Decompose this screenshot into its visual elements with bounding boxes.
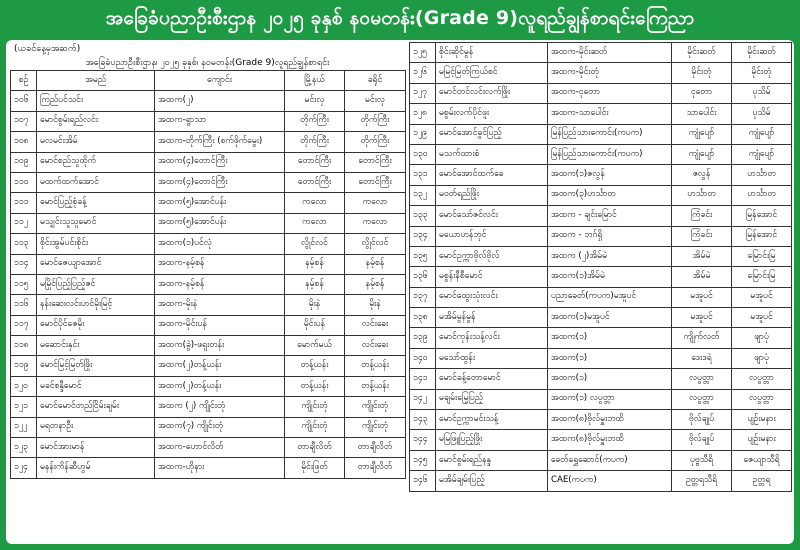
table-row: [410, 267, 792, 287]
cell-no: ၁၁၇: [11, 315, 37, 335]
cell-school: အထက(၁)အိမ်မဲ: [548, 267, 672, 287]
table-row: [410, 246, 792, 266]
cell-district: တာချီလိတ်: [345, 458, 406, 478]
cell-name: မထက်ထက်အောင်: [37, 172, 155, 192]
cell-school: အထက(၅)အောင်ပန်း: [155, 213, 285, 233]
cell-school: အထက-နမ့်စန်: [155, 274, 285, 294]
cell-township: ဥတ္တရသီရိ: [672, 471, 732, 491]
cell-no: ၁၃၉: [410, 328, 436, 348]
cell-school: အထက(၂)တန့်ယန်း: [155, 356, 285, 376]
table-row: [410, 389, 792, 409]
table-row: [11, 458, 406, 478]
col-header-name: အမည်: [37, 71, 155, 91]
table-row: [410, 185, 792, 205]
cell-school: အထက(၈)ဗိုလ်မှူးဘထိ: [548, 410, 672, 430]
cell-township: မိုင်းဖြတ်: [285, 458, 345, 478]
cell-district: ကလော: [345, 193, 406, 213]
table-row: [11, 315, 406, 335]
cell-name: မောင်ထွေးသုံးလင်း: [436, 287, 548, 307]
cell-no: ၁၂၁: [11, 397, 37, 417]
col-header-township: မြို့နယ်: [285, 71, 345, 91]
cell-school: အထက-မိုင်းတုံ: [548, 63, 672, 83]
cell-district: မင်းလှ: [345, 91, 406, 111]
table-row: [11, 274, 406, 294]
cell-name: မမြင့်မြတ်ကြယ်စင်: [436, 63, 548, 83]
cell-no: ၁၀၇: [11, 111, 37, 131]
cell-no: ၁၃၇: [410, 287, 436, 307]
cell-name: မချမ်းမြေ့ပြည့်: [436, 389, 548, 409]
cell-no: ၁၃၅: [410, 246, 436, 266]
cell-township: အိမ်မဲ: [672, 246, 732, 266]
cell-school: အထက(၁) လပွတ္တာ: [548, 389, 672, 409]
cell-township: အိမ်မဲ: [672, 267, 732, 287]
cell-district: ပုသိမ်: [732, 104, 792, 124]
cell-school: အထက (၂) ကျိုင်းတုံ: [155, 397, 285, 417]
cell-district: မိုင်းတုံ: [732, 63, 792, 83]
cell-district: မြောင်းမြ: [732, 267, 792, 287]
table-row: [410, 430, 792, 450]
cell-district: မအူပင်: [732, 287, 792, 307]
cell-name: မဝတ်ရည်ဖြိုး: [436, 185, 548, 205]
cell-district: တိုက်ကြီး: [345, 132, 406, 152]
cell-township: ဇလွန်: [672, 165, 732, 185]
cell-no: ၁၁၅: [11, 274, 37, 294]
table-row: [11, 172, 406, 192]
table-row: [410, 287, 792, 307]
cell-district: မြောင်းမြ: [732, 246, 792, 266]
cell-no: ၁၃၄: [410, 226, 436, 246]
table-row: [11, 193, 406, 213]
cell-no: ၁၃၃: [410, 206, 436, 226]
cell-district: တောင်ကြီး: [345, 172, 406, 192]
cell-district: ဇေယျာသီရိ: [732, 450, 792, 470]
cell-school: အထက(၁)မအူပင်: [548, 308, 672, 328]
cell-township: လပွတ္တာ: [672, 369, 732, 389]
table-row: [11, 397, 406, 417]
cell-township: ကျိုင်းတုံ: [285, 397, 345, 417]
table-row: [410, 63, 792, 83]
cell-township: မင်းလှ: [285, 91, 345, 111]
left-column: [10, 42, 405, 542]
cell-name: မောင်စွမ်းရည်လင်း: [37, 111, 155, 131]
cell-name: မောင်ပြည့်စုံခန့်: [37, 193, 155, 213]
cell-school: CAE(ကပက): [548, 471, 672, 491]
cell-district: မြန်အောင်: [732, 206, 792, 226]
cell-township: မိုင်းတုံ: [672, 63, 732, 83]
cell-township: တာချီလိတ်: [285, 438, 345, 458]
cell-township: မိုင်းဆတ်: [672, 43, 732, 63]
cell-school: အထက(၈)ဗိုလ်မှူးဘထိ: [548, 430, 672, 450]
cell-no: ၁၄၅: [410, 450, 436, 470]
cell-name: မောင်ဥက္ကာဗိုလ်ဗိုလ်: [436, 246, 548, 266]
cell-school: အထက(၃)ဟင်္သာတ: [548, 185, 672, 205]
table-row: [11, 91, 406, 111]
cell-township: ကြံခင်း: [672, 226, 732, 246]
right-table-body: [410, 43, 792, 492]
cell-no: ၁၃၁: [410, 165, 436, 185]
table-row: [410, 348, 792, 368]
table-row: [11, 152, 406, 172]
cell-township: တောင်ကြီး: [285, 172, 345, 192]
cell-township: သာပေါင်း: [672, 104, 732, 124]
table-row: [410, 328, 792, 348]
cell-school: အထက-မိုးနဲ: [155, 295, 285, 315]
table-row: [410, 410, 792, 430]
cell-district: တာချီလိတ်: [345, 438, 406, 458]
cell-township: တောင်ကြီး: [285, 152, 345, 172]
table-row: [11, 376, 406, 396]
cell-township: လွိုင်လင်: [285, 234, 345, 254]
cell-name: နန်းဆေးလင်းဟင်မိုးမြင့်: [37, 295, 155, 315]
cell-school: အထက(ခွဲ)-ဖရူးတန်း: [155, 336, 285, 356]
cell-name: စိုင်းအွမ်ပင်းစိုင်း: [37, 234, 155, 254]
cell-no: ၁၂၂: [11, 417, 37, 437]
cell-name: မောင်စည်သူထိုက်: [37, 152, 155, 172]
table-row: [11, 213, 406, 233]
cell-township: ဗိုလ်ချုပ်: [672, 430, 732, 450]
cell-school: အထက-ဟောင်လိတ်: [155, 438, 285, 458]
cell-district: နမ့်စန်: [345, 274, 406, 294]
table-row: [410, 369, 792, 389]
page-title: အခြေခံပညာဦးစီးဌာန ၂၀၂၅ ခုနှစ် နဝမတန်း(Grade 9)လူရည်ချွန်စာရင်းကြေညာ: [105, 7, 695, 29]
cell-district: မအူပင်: [732, 308, 792, 328]
table-row: [410, 165, 792, 185]
cell-no: ၁၂၅: [410, 43, 436, 63]
cell-no: ၁၄၆: [410, 471, 436, 491]
table-row: [410, 43, 792, 63]
cell-no: ၁၁၀: [11, 172, 37, 192]
cell-school: အထက(၅)အောင်ပန်း: [155, 193, 285, 213]
cell-district: ပျဉ်းမနား: [732, 410, 792, 430]
cell-no: ၁၁၃: [11, 234, 37, 254]
cell-no: ၁၂၇: [410, 83, 436, 103]
cell-district: ဥတ္တရ: [732, 471, 792, 491]
table-row: [410, 450, 792, 470]
table-row: [11, 417, 406, 437]
cell-township: လပွတ္တာ: [672, 389, 732, 409]
cell-township: တန့်ယန်း: [285, 376, 345, 396]
cell-name: မောင်ခန့်တောမောင်: [436, 369, 548, 389]
cell-district: ကျုံပျော်: [732, 144, 792, 164]
table-header-row: [11, 71, 406, 91]
cell-no: ၁၁၉: [11, 356, 37, 376]
cell-name: မအိမ်မွန်မွန်: [436, 308, 548, 328]
cell-school: အထက(၂)တန့်ယန်း: [155, 376, 285, 396]
cell-township: ဒေးဒရဲ: [672, 348, 732, 368]
cell-school: အထက - ချင်းမြောင်: [548, 206, 672, 226]
cell-school: အထက(၁)ဇလွန်: [548, 165, 672, 185]
cell-name: မသျှင်းသူသူမောင်: [37, 213, 155, 233]
cell-township: မောက်မယ်: [285, 336, 345, 356]
cell-district: လင်းခေး: [345, 315, 406, 335]
cell-district: လပွတ္တာ: [732, 369, 792, 389]
col-header-no: စဉ်: [11, 71, 37, 91]
cell-name: မောင်အောင်ခွင်ပြည့်: [436, 124, 548, 144]
table-row: [410, 124, 792, 144]
cell-no: ၁၂၄: [11, 458, 37, 478]
table-row: [11, 234, 406, 254]
cell-township: ပုဗ္ဗသီရိ: [672, 450, 732, 470]
cell-no: ၁၀၉: [11, 152, 37, 172]
cell-district: ပုသိမ်: [732, 83, 792, 103]
cell-township: ကျုံပျော်: [672, 144, 732, 164]
cell-no: ၁၀၆: [11, 91, 37, 111]
table-row: [11, 254, 406, 274]
table-row: [410, 104, 792, 124]
cell-name: မောင်သော်ဇင်လင်း: [436, 206, 548, 226]
cell-district: ကျိုင်းတုံ: [345, 417, 406, 437]
cell-district: တောင်ကြီး: [345, 152, 406, 172]
cell-no: ၁၂၆: [410, 63, 436, 83]
cell-name: မောင်အားမာန်: [37, 438, 155, 458]
cell-name: မမြိုင်ပြည့်ပြည့်ဇင်: [37, 274, 155, 294]
cell-township: ဟင်္သာတ: [672, 185, 732, 205]
cell-township: တိုက်ကြီး: [285, 111, 345, 131]
cell-no: ၁၂၃: [11, 438, 37, 458]
cell-school: အထက - ဘဂ်ရှိ: [548, 226, 672, 246]
cell-no: ၁၃၀: [410, 144, 436, 164]
cell-school: အထက (၂)အိမ်မဲ: [548, 246, 672, 266]
cell-no: ၁၂၉: [410, 124, 436, 144]
cell-district: နမ့်စန်: [345, 254, 406, 274]
cell-district: ဟင်္သာတ: [732, 185, 792, 205]
cell-township: ကလော: [285, 213, 345, 233]
cell-school: အထက(၁): [548, 328, 672, 348]
table-row: [11, 132, 406, 152]
cell-name: မစွမ်းလက်ပိုင်ဖူး: [436, 104, 548, 124]
cell-name: မဆောင်းနှင်း: [37, 336, 155, 356]
table-row: [410, 83, 792, 103]
cell-school: အထက-ဟိုနား: [155, 458, 285, 478]
cell-no: ၁၄၄: [410, 430, 436, 450]
cell-no: ၁၁၈: [11, 336, 37, 356]
cell-name: စိုင်းဆိုင်မွန်: [436, 43, 548, 63]
cell-district: တန့်ယန်း: [345, 376, 406, 396]
cell-name: မောင်မြင့်မြတ်ဖြိုး: [37, 356, 155, 376]
cell-name: မမြဖြူပြည့်ဖြိုး: [436, 430, 548, 450]
cell-name: မောင်စွမ်းရည်နန္ဒ: [436, 450, 548, 470]
cell-district: လွိုင်လင်: [345, 234, 406, 254]
col-header-school: ကျောင်း: [155, 71, 285, 91]
cell-district: မိုးနဲ: [345, 295, 406, 315]
cell-no: ၁၄၁: [410, 369, 436, 389]
cell-township: ကလော: [285, 193, 345, 213]
cell-name: မသက်ထားစံ: [436, 144, 548, 164]
table-row: [11, 111, 406, 131]
cell-name: မအိမ်ချမ်းပြည့်: [436, 471, 548, 491]
cell-name: မလမင်းအိမ်: [37, 132, 155, 152]
cell-school: ခေတ်ရွှေဆောင်(ကပက): [548, 450, 672, 470]
cell-school: မြန်ပြည်သားကောင်း(ကပက): [548, 144, 672, 164]
cell-no: ၁၃၂: [410, 185, 436, 205]
cell-township: မိုင်းပန်: [285, 315, 345, 335]
cell-name: မောင်ကုန်းသန့်လင်း: [436, 328, 548, 348]
left-table: [10, 70, 406, 479]
cell-name: မောင်မောင်တည်ငြိမ်းချမ်း: [37, 397, 155, 417]
table-row: [11, 295, 406, 315]
col-header-district: ခရိုင်: [345, 71, 406, 91]
cell-district: ကလော: [345, 213, 406, 233]
cell-school: ပညာခေတ်(ကပက)မအူပင်: [548, 287, 672, 307]
cell-school: အထက(၁): [548, 348, 672, 368]
table-row: [11, 356, 406, 376]
cell-township: တန့်ယန်း: [285, 356, 345, 376]
cell-school: အထက(၄)တောင်ကြီး: [155, 172, 285, 192]
cell-school: အထက-မိုင်းဆတ်: [548, 43, 672, 63]
cell-district: ကျိုင်းတုံ: [345, 397, 406, 417]
cell-district: ဖျာပုံ: [732, 328, 792, 348]
cell-name: မသော်ထွန်း: [436, 348, 548, 368]
cell-district: ဖျာပုံ: [732, 348, 792, 368]
cell-district: တန့်ယန်း: [345, 356, 406, 376]
cell-no: ၁၁၁: [11, 193, 37, 213]
continued-label: (ယခင်နေ့မှအဆက်): [14, 44, 81, 54]
announcement-panel: [6, 40, 794, 544]
cell-township: ဗိုလ်ချုပ်: [672, 410, 732, 430]
cell-name: မောင်တင်လင်းလက်ဖြိုး: [436, 83, 548, 103]
cell-township: မိုးနဲ: [285, 295, 345, 315]
cell-no: ၁၂၈: [410, 104, 436, 124]
cell-no: ၁၄၂: [410, 389, 436, 409]
cell-no: ၁၃၈: [410, 308, 436, 328]
cell-school: အထက-သာပေါင်း: [548, 104, 672, 124]
cell-township: တိုက်ကြီး: [285, 132, 345, 152]
cell-district: ကျုံပျော်: [732, 124, 792, 144]
table-row: [410, 308, 792, 328]
table-row: [11, 438, 406, 458]
cell-school: မြန်ပြည်သားကောင်း(ကပက): [548, 124, 672, 144]
cell-name: မယောဟန်ဘုင်: [436, 226, 548, 246]
cell-district: လင်းခေး: [345, 336, 406, 356]
cell-district: တိုက်ကြီး: [345, 111, 406, 131]
cell-township: ကျိုက်လတ်: [672, 328, 732, 348]
cell-no: ၁၁၄: [11, 254, 37, 274]
cell-name: မစွန်းနီစီမောင်: [436, 267, 548, 287]
table-row: [410, 226, 792, 246]
cell-name: မရတနာဦး: [37, 417, 155, 437]
cell-district: ဟင်္သာတ: [732, 165, 792, 185]
right-table: [409, 42, 792, 492]
cell-district: မြန်အောင်: [732, 226, 792, 246]
cell-school: အထက-ငုတော: [548, 83, 672, 103]
cell-township: ငုတော: [672, 83, 732, 103]
cell-township: မအူပင်: [672, 308, 732, 328]
cell-school: အထက-ရွာသာ: [155, 111, 285, 131]
cell-no: ၁၁၆: [11, 295, 37, 315]
cell-school: အထက(၁)ပင်လုံ: [155, 234, 285, 254]
cell-no: ၁၄၀: [410, 348, 436, 368]
cell-school: အထက(၄)တောင်ကြီး: [155, 152, 285, 172]
cell-name: မောင်ဥက္ကာမင်းသန့်: [436, 410, 548, 430]
cell-school: အထက-နမ့်စန်: [155, 254, 285, 274]
cell-township: ကြံခင်း: [672, 206, 732, 226]
cell-no: ၁၃၆: [410, 267, 436, 287]
cell-township: ကျိုင်းတုံ: [285, 417, 345, 437]
cell-no: ၁၄၃: [410, 410, 436, 430]
cell-name: မနန်းကိန်ဆီဟွမ်: [37, 458, 155, 478]
cell-township: နမ့်စန်: [285, 254, 345, 274]
table-row: [410, 144, 792, 164]
left-table-body: [11, 91, 406, 478]
cell-name: မောင်ဇေယျာအောင်: [37, 254, 155, 274]
cell-no: ၁၀၈: [11, 132, 37, 152]
cell-district: မိုင်းဆတ်: [732, 43, 792, 63]
cell-no: ၁၁၂: [11, 213, 37, 233]
cell-school: အထက(၁): [548, 369, 672, 389]
cell-school: အထက(၂): [155, 91, 285, 111]
cell-name: ကြည်ပင်သင်း: [37, 91, 155, 111]
cell-no: ၁၂၀: [11, 376, 37, 396]
cell-district: ပျဉ်းမနား: [732, 430, 792, 450]
right-column: [409, 42, 791, 542]
cell-school: အထက-မိုင်းပန်: [155, 315, 285, 335]
cell-name: မခင်စန္ဒီမောင်: [37, 376, 155, 396]
table-row: [410, 206, 792, 226]
cell-name: မောင်အောင်ထက်ခေ: [436, 165, 548, 185]
cell-school: အထက(၇) ကျိုင်းတုံ: [155, 417, 285, 437]
cell-township: နမ့်စန်: [285, 274, 345, 294]
cell-school: အထက-တိုက်ကြီး (စက်ဖိုက်မွေး): [155, 132, 285, 152]
table-row: [11, 336, 406, 356]
cell-township: ကျုံပျော်: [672, 124, 732, 144]
cell-township: မအူပင်: [672, 287, 732, 307]
list-subtitle: အခြေခံပညာဦးစီးဌာန၊ ၂၀၂၅ ခုနှစ်၊ နဝမတန်း(Grade 9)လူရည်ချွန်စာရင်း: [85, 58, 330, 68]
cell-name: မောင်ပိုင်ဇေမိုး: [37, 315, 155, 335]
table-row: [410, 471, 792, 491]
cell-district: လပွတ္တာ: [732, 389, 792, 409]
